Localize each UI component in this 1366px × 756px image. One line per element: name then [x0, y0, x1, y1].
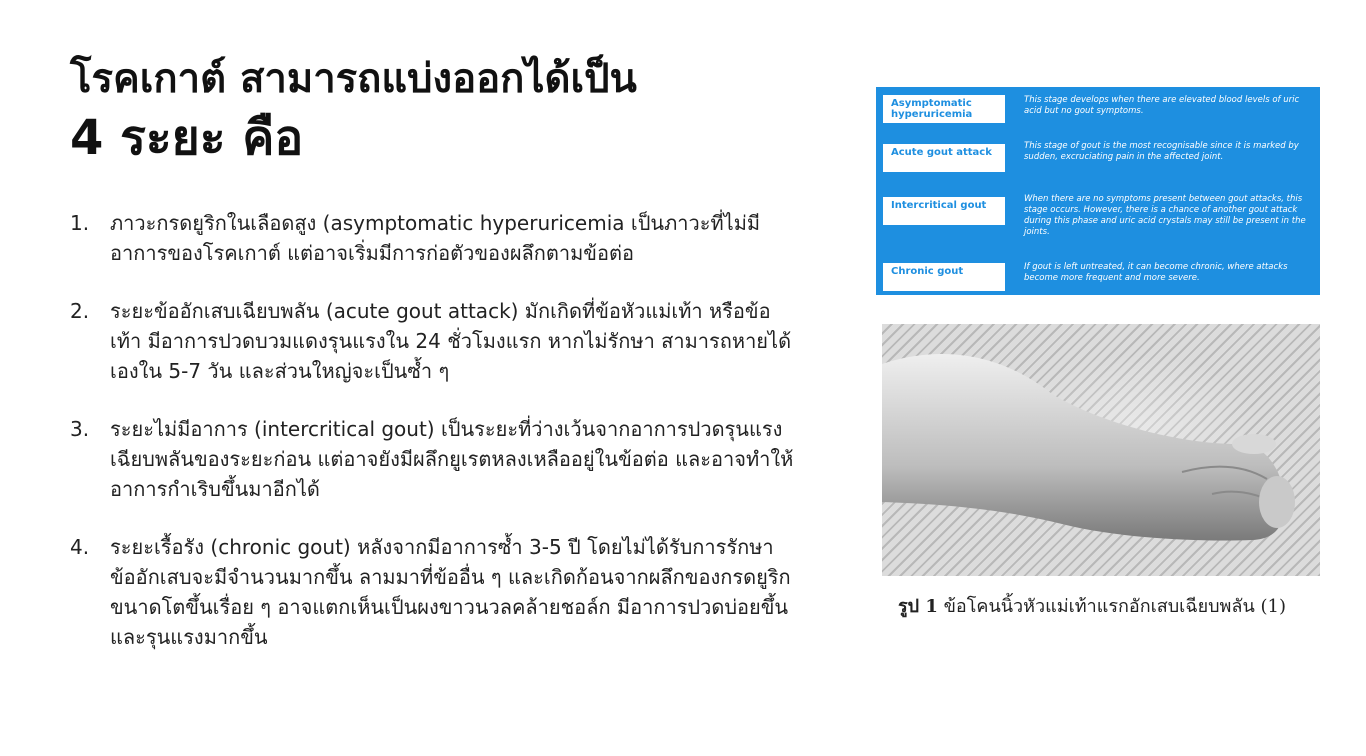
- gout-stages-panel: [876, 87, 1320, 295]
- title-line-1: โรคเกาต์ สามารถแบ่งออกได้เป็น: [70, 56, 637, 102]
- stage-label-box: Chronic gout: [883, 263, 1005, 291]
- foot-photo: [882, 324, 1320, 576]
- list-item: [70, 208, 800, 268]
- stage-label-box: Asymptomatic hyperuricemia: [883, 95, 1005, 123]
- list-text: ระยะข้ออักเสบเฉียบพลัน (acute gout attack) มักเกิดที่ข้อหัวแม่เท้า หรือข้อเท้า มีอาการปวดบวมแดงรุนแรงใน 24 ชั่วโมงแรก หากไม่รักษา สามารถหายได้เองใน 5-7 วัน และส่วนใหญ่จะเป็นซ้ำ ๆ: [110, 299, 792, 383]
- list-item: [70, 532, 800, 652]
- list-item: [70, 414, 800, 504]
- stage-description: This stage of gout is the most recognisable since it is marked by sudden, excruciating pain in the affected joint.: [1024, 141, 1299, 162]
- list-number: 1.: [70, 211, 90, 235]
- list-number: 3.: [70, 417, 90, 441]
- page-title: [70, 52, 637, 170]
- list-text: ภาวะกรดยูริกในเลือดสูง (asymptomatic hyperuricemia เป็นภาวะที่ไม่มีอาการของโรคเกาต์ แต่อาจเริ่มมีการก่อตัวของผลึกตามข้อต่อ: [110, 211, 761, 265]
- list-text: ระยะเรื้อรัง (chronic gout) หลังจากมีอาการซ้ำ 3-5 ปี โดยไม่ได้รับการรักษา ข้ออักเสบจะมีจำนวนมากขึ้น ลามมาที่ข้ออื่น ๆ และเกิดก้อนจากผลึกของกรดยูริกขนาดโตขึ้นเรื่อย ๆ อาจแตกเห็นเป็นผงขาวนวลคล้ายชอล์ก มีอาการปวดบ่อยขึ้น และรุนแรงมากขึ้น: [110, 535, 791, 649]
- list-number: 4.: [70, 535, 90, 559]
- list-text: ระยะไม่มีอาการ (intercritical gout) เป็นระยะที่ว่างเว้นจากอาการปวดรุนแรงเฉียบพลันของระยะก่อน แต่อาจยังมีผลึกยูเรตหลงเหลืออยู่ในข้อต่อ และอาจทำให้อาการกำเริบขึ้นมาอีกได้: [110, 417, 794, 501]
- stage-description: When there are no symptoms present between gout attacks, this stage occurs. However, there is a chance of another gout attack during this phase and uric acid crystals may still be present in the joints.: [1024, 194, 1306, 237]
- list-number: 2.: [70, 299, 90, 323]
- stage-label-box: Intercritical gout: [883, 197, 1005, 225]
- caption-text: ข้อโคนนิ้วหัวแม่เท้าแรกอักเสบเฉียบพลัน (1): [943, 596, 1286, 617]
- foot-illustration: [882, 324, 1320, 576]
- stage-list: [70, 208, 800, 680]
- title-line-2: 4 ระยะ คือ: [70, 110, 304, 166]
- figure-caption: [898, 591, 1286, 620]
- stage-description: This stage develops when there are elevated blood levels of uric acid but no gout symptoms.: [1024, 95, 1300, 116]
- caption-label: รูป 1: [898, 596, 938, 617]
- stage-label-box: Acute gout attack: [883, 144, 1005, 172]
- list-item: [70, 296, 800, 386]
- stage-description: If gout is left untreated, it can become chronic, where attacks become more frequent and more severe.: [1024, 262, 1288, 283]
